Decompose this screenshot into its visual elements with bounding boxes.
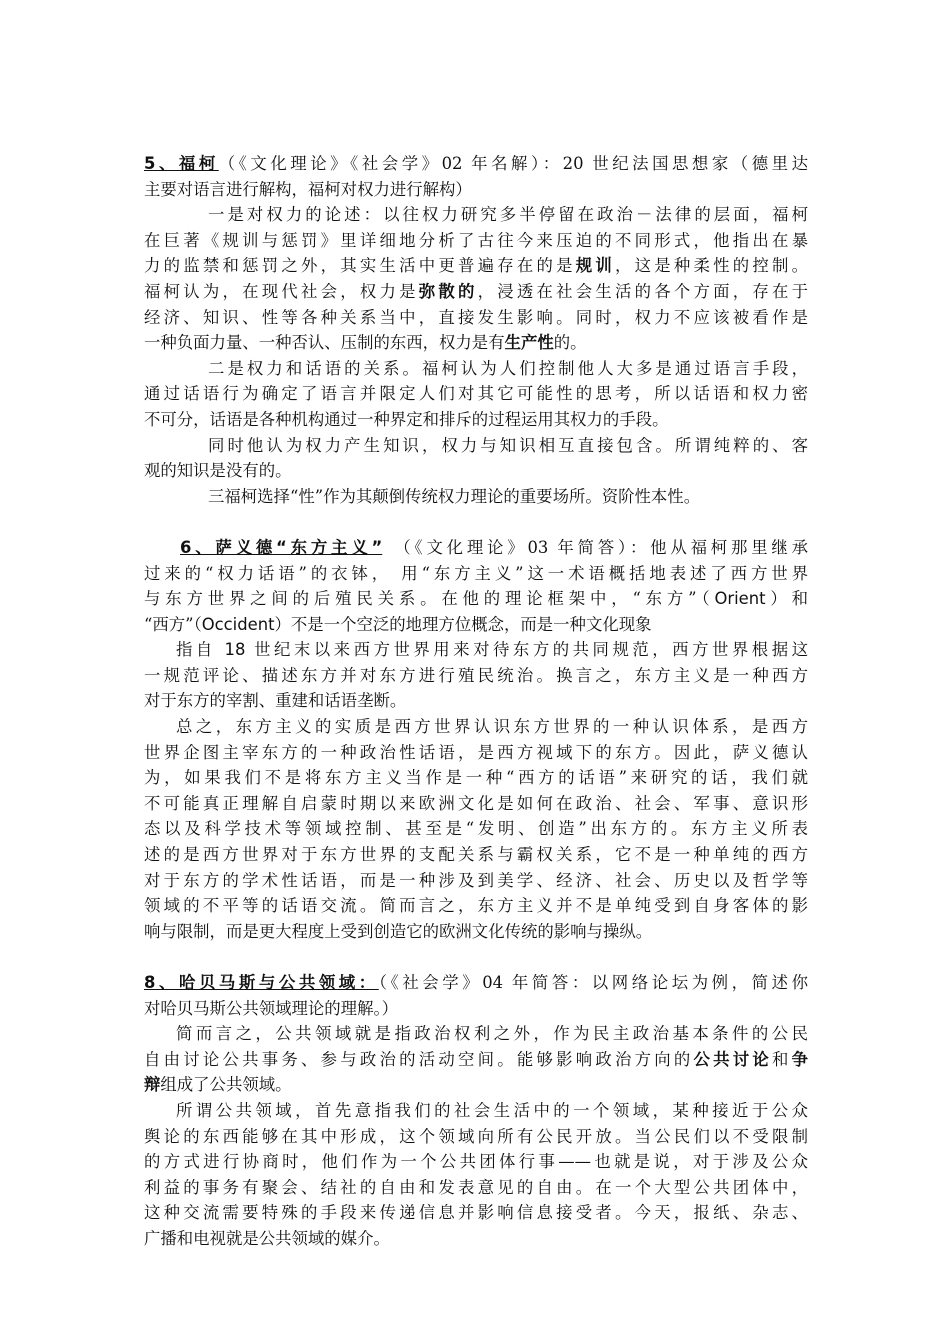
document-body: [144, 151, 808, 1252]
bold-term-debate-end: 辩: [144, 1075, 161, 1095]
section-5-line-13: 观的知识是没有的。: [144, 461, 292, 481]
section-8-line-7: 舆论的东西能够在其中形成，这个领域向所有公民开放。当公民们以不受限制: [144, 1126, 808, 1146]
section-6-line-5: 指自 18 世纪末以来西方世界用来对待东方的共同规范，西方世界根据这: [176, 640, 808, 660]
bold-term-discipline: 规训: [575, 256, 615, 276]
section-5-line-8: 一种负面力量、一种否认、压制的东西，权力是有生产性的。: [144, 333, 587, 353]
section-6-line-3: 与东方世界之间的后殖民关系。在他的理论框架中，“东方”（Orient）和: [144, 589, 808, 609]
section-5-line-9: 二是权力和话语的关系。福柯认为人们控制他人大多是通过语言手段，: [208, 358, 808, 378]
bold-term-public-discussion: 公共讨论: [693, 1049, 772, 1069]
section-6-line-2: 过来的“权力话语”的衣钵， 用“东方主义”这一术语概括地表述了西方世界: [144, 563, 808, 583]
section-8-line-10: 这种交流需要特殊的手段来传递信息并影响信息接受者。今天，报纸、杂志、: [144, 1203, 808, 1223]
section-8-line-11: 广播和电视就是公共领域的媒介。: [144, 1228, 390, 1248]
bold-term-diffuse: 弥散的: [418, 281, 478, 301]
section-5-line-1: 5、福柯（《文化理论》《社会学》02 年名解）：20 世纪法国思想家（德里达: [144, 154, 808, 173]
section-8-heading: 8、哈贝马斯与公共领域：: [144, 973, 379, 992]
section-5-line-5: 力的监禁和惩罚之外，其实生活中更普遍存在的是规训，这是种柔性的控制。: [144, 256, 808, 276]
section-6-line-8: 总之，东方主义的实质是西方世界认识东方世界的一种认识体系，是西方: [176, 717, 808, 737]
section-6-line-6: 一规范评论、描述东方并对东方进行殖民统治。换言之，东方主义是一种西方: [144, 665, 808, 685]
section-6-line-1: 6、萨义德“东方主义” （《文化理论》03 年简答）：他从福柯那里继承: [180, 537, 808, 557]
section-5-line-2: 主要对语言进行解构，福柯对权力进行解构）: [144, 179, 472, 199]
section-6-line-10: 为，如果我们不是将东方主义当作是一种“西方的话语”来研究的话，我们就: [144, 768, 808, 788]
section-8-line-8: 的方式进行协商时，他们作为一个公共团体行事——也就是说，对于涉及公众: [144, 1152, 808, 1172]
section-6-line-11: 不可能真正理解自启蒙时期以来欧洲文化是如何在政治、社会、军事、意识形: [144, 793, 808, 813]
bold-term-productive: 生产性: [504, 333, 554, 353]
section-6-line-4: “西方”（Occident）不是一个空泛的地理方位概念，而是一种文化现象: [144, 614, 652, 634]
section-8-line-6: 所谓公共领域，首先意指我们的社会生活中的一个领域，某种接近于公众: [176, 1100, 808, 1120]
section-6-line-12: 态以及科学技术等领域控制、甚至是“发明、创造”出东方的。东方主义所表: [144, 819, 808, 839]
section-5-heading: 5、福柯: [144, 154, 219, 173]
section-8-line-4: 自由讨论公共事务、参与政治的活动空间。能够影响政治方向的公共讨论和争: [144, 1049, 808, 1069]
spacer: [144, 509, 808, 535]
section-6-heading: 6、萨义德“东方主义”: [180, 537, 383, 557]
section-5-line-4: 在巨著《规训与惩罚》里详细地分析了古往今来压迫的不同形式，他指出在暴: [144, 230, 808, 250]
section-5-line-10: 通过话语行为确定了语言并限定人们对其它可能性的思考，所以话语和权力密: [144, 384, 808, 404]
section-5-line-7: 经济、知识、性等各种关系当中，直接发生影响。同时，权力不应该被看作是: [144, 307, 808, 327]
section-5-line-3: 一是对权力的论述：以往权力研究多半停留在政治－法律的层面，福柯: [208, 205, 808, 225]
section-8-line-5: 辩组成了公共领域。: [144, 1075, 292, 1095]
section-5-line-12: 同时他认为权力产生知识，权力与知识相互直接包含。所谓纯粹的、客: [208, 435, 808, 455]
bold-term-debate-start: 争: [791, 1049, 808, 1069]
section-6-line-7: 对于东方的宰割、重建和话语垄断。: [144, 691, 407, 711]
section-6-line-16: 响与限制，而是更大程度上受到创造它的欧洲文化传统的影响与操纵。: [144, 921, 653, 941]
section-5-line-14: 三福柯选择“性”作为其颠倒传统权力理论的重要场所。资阶性本性。: [208, 486, 701, 506]
section-8-line-9: 利益的事务有聚会、结社的自由和发表意见的自由。在一个大型公共团体中，: [144, 1177, 808, 1197]
section-6-line-14: 对于东方的学术性话语，而是一种涉及到美学、经济、社会、历史以及哲学等: [144, 870, 808, 890]
section-6-line-13: 述的是西方世界对于东方世界的支配关系与霸权关系，它不是一种单纯的西方: [144, 845, 808, 865]
spacer: [144, 944, 808, 970]
section-8-line-1: 8、哈贝马斯与公共领域：（《社会学》04 年简答：以网络论坛为例，简述你: [144, 973, 808, 992]
section-8-line-2: 对哈贝马斯公共领域理论的理解。）: [144, 998, 399, 1018]
section-6-line-9: 世界企图主宰东方的一种政治性话语，是西方视域下的东方。因此，萨义德认: [144, 742, 808, 762]
section-8-line-3: 简而言之，公共领域就是指政治权利之外，作为民主政治基本条件的公民: [176, 1024, 808, 1044]
section-5-line-6: 福柯认为，在现代社会，权力是弥散的，浸透在社会生活的各个方面，存在于: [144, 281, 808, 301]
section-6-line-15: 领域的不平等的话语交流。简而言之，东方主义并不是单纯受到自身客体的影: [144, 896, 808, 916]
section-5-line-11: 不可分，话语是各种机构通过一种界定和排斥的过程运用其权力的手段。: [144, 409, 669, 429]
